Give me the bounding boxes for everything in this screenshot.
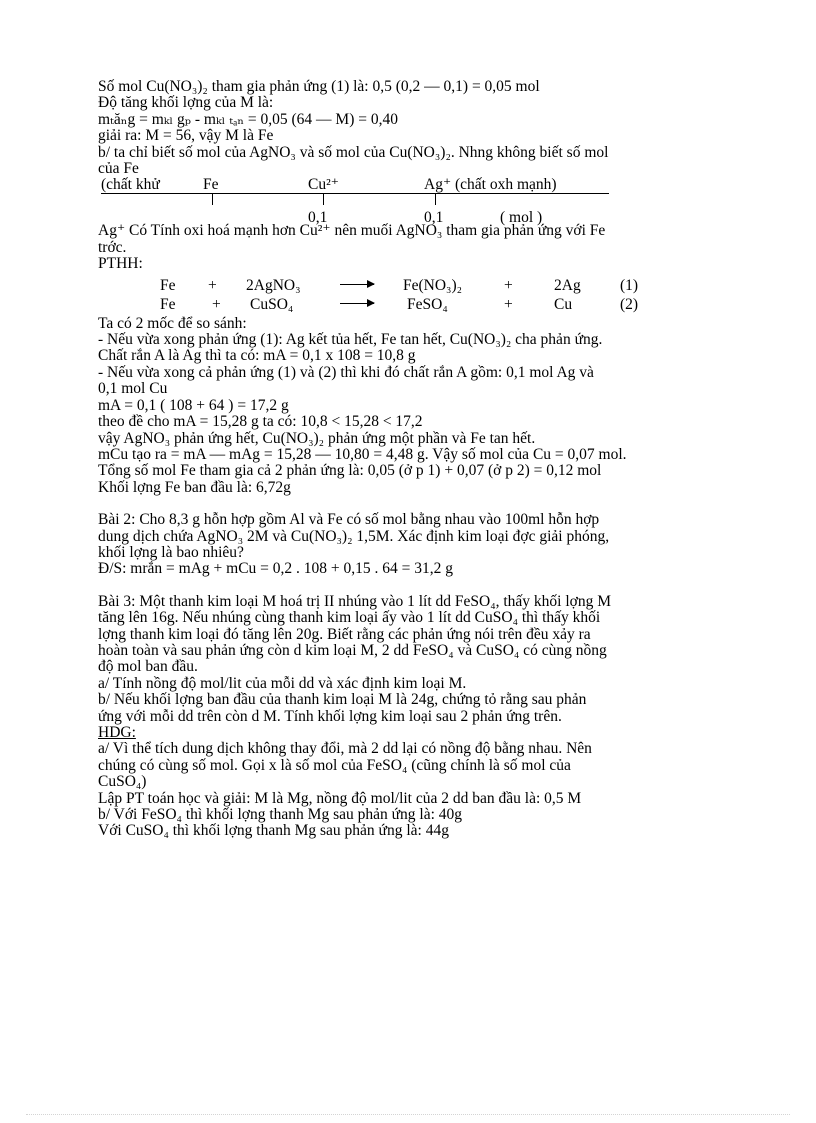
- page-footer-rule: [26, 1114, 790, 1115]
- text-line: Bài 2: Cho 8,3 g hỗn hợp gồm Al và Fe có số mol bằng nhau vào 100ml hỗn hợp: [98, 511, 600, 529]
- hdg-heading: HDG:: [98, 724, 136, 741]
- text-line: Tổng số mol Fe tham gia cả 2 phản ứng là: 0,05 (ở p 1) + 0,07 (ở p 2) = 0,12 mol: [98, 462, 602, 480]
- text-line: mₜăₙg = mₖₗ gₚ - mₖₗ ₜₐₙ = 0,05 (64 — M) = 0,40: [98, 110, 398, 128]
- text-line: trớc.: [98, 238, 127, 256]
- reaction-index: (1): [620, 276, 639, 294]
- reaction-row: [98, 278, 748, 297]
- text-line: mA = 0,1 ( 108 + 64 ) = 17,2 g: [98, 396, 289, 414]
- reaction-row: [98, 297, 748, 316]
- text-line: b/ ta chỉ biết số mol của AgNO₃ và số mol của Cu(NO₃)₂. Nhng không biết số mol: [98, 143, 609, 161]
- product-a: Fe(NO₃)₂: [403, 276, 463, 294]
- reaction-arrow: [340, 276, 374, 292]
- reactant-b: CuSO₄: [250, 295, 294, 313]
- section-part1: [98, 79, 748, 177]
- text-line: tăng lên 16g. Nếu nhúng cùng thanh kim loại ấy vào 1 lít dd CuSO₄ thì thấy khối: [98, 609, 601, 627]
- reactant-a: Fe: [160, 295, 176, 313]
- text-line: vậy AgNO₃ phản ứng hết, Cu(NO₃)₂ phản ứng một phần và Fe tan hết.: [98, 429, 536, 447]
- reaction-index: (2): [620, 295, 639, 313]
- ag-ion-label: Ag⁺ (chất oxh mạnh): [424, 176, 557, 194]
- problem-3: [98, 594, 748, 840]
- text-line: 0,1 mol Cu: [98, 380, 168, 398]
- reducer-label: (chất khử: [101, 176, 160, 194]
- text-line: Đ/S: mrắn = mAg + mCu = 0,2 . 108 + 0,15 . 64 = 31,2 g: [98, 560, 454, 578]
- section-part2: [98, 223, 748, 272]
- text-line: PTHH:: [98, 255, 143, 273]
- mol-ag: 0,1: [424, 209, 444, 227]
- text-line: hoàn toàn và sau phản ứng còn d kim loại M, 2 dd FeSO₄ và CuSO₄ có cùng nồng: [98, 641, 607, 659]
- problem-2: [98, 512, 748, 578]
- series-axis-line: [101, 193, 609, 194]
- plus-sign: +: [212, 295, 221, 313]
- text-line: - Nếu vừa xong cả phản ứng (1) và (2) thì khi đó chất rắn A gồm: 0,1 mol Ag và: [98, 363, 594, 381]
- text-line: chúng có cùng số mol. Gọi x là số mol của FeSO₄ (cũng chính là số mol của: [98, 756, 571, 774]
- text-line: b/ Với FeSO₄ thì khối lợng thanh Mg sau phản ứng là: 40g: [98, 806, 463, 824]
- reactant-b: 2AgNO₃: [246, 276, 301, 294]
- text-line: dung dịch chứa AgNO₃ 2M và Cu(NO₃)₂ 1,5M. Xác định kim loại đợc giải phóng,: [98, 527, 610, 545]
- text-line: lợng thanh kim loại đó tăng lên 20g. Biết rằng các phản ứng nói trên đều xảy ra: [98, 625, 591, 643]
- tick-fe: [212, 193, 213, 205]
- text-line: a/ Vì thể tích dung dịch không thay đổi, mà 2 dd lại có nồng độ bằng nhau. Nên: [98, 740, 592, 758]
- fe-label: Fe: [203, 176, 219, 194]
- text-line: Khối lợng Fe ban đầu là: 6,72g: [98, 478, 291, 496]
- text-line: CuSO₄): [98, 773, 147, 791]
- reactant-a: Fe: [160, 276, 176, 294]
- reaction-arrow: [340, 295, 374, 311]
- text-line: độ mol ban đầu.: [98, 658, 198, 676]
- text-line: Ag⁺ Có Tính oxi hoá mạnh hơn Cu²⁺ nên muối AgNO₃ tham gia phản ứng với Fe: [98, 222, 606, 240]
- document-body: [98, 79, 748, 840]
- product-a: FeSO₄: [407, 295, 448, 313]
- redox-series-diagram: [98, 176, 748, 227]
- text-line: Chất rắn A là Ag thì ta có: mA = 0,1 x 108 = 10,8 g: [98, 347, 416, 365]
- text-line: Lập PT toán học và giải: M là Mg, nồng độ mol/lit của 2 dd ban đầu là: 0,5 M: [98, 789, 582, 807]
- tick-cu: [323, 193, 324, 205]
- text-line: - Nếu vừa xong phản ứng (1): Ag kết tủa hết, Fe tan hết, Cu(NO₃)₂ cha phản ứng.: [98, 331, 603, 349]
- text-line: b/ Nếu khối lợng ban đầu của thanh kim loại M là 24g, chứng tỏ rằng sau phản: [98, 691, 587, 709]
- text-line: giải ra: M = 56, vậy M là Fe: [98, 127, 274, 145]
- section-part3: [98, 316, 748, 496]
- plus-sign: +: [504, 295, 513, 313]
- text-line: Với CuSO₄ thì khối lợng thanh Mg sau phản ứng là: 44g: [98, 822, 449, 840]
- tick-ag: [435, 193, 436, 205]
- text-line: theo đề cho mA = 15,28 g ta có: 10,8 < 15,28 < 17,2: [98, 413, 423, 431]
- product-b: 2Ag: [554, 276, 581, 294]
- mol-cu: 0,1: [308, 209, 328, 227]
- text-line: Độ tăng khối lợng của M là:: [98, 94, 274, 112]
- cu-ion-label: Cu²⁺: [308, 176, 339, 194]
- text-line: Ta có 2 mốc để so sánh:: [98, 314, 247, 332]
- text-line: a/ Tính nồng độ mol/lit của mỗi dd và xác định kim loại M.: [98, 674, 467, 692]
- text-line: Bài 3: Một thanh kim loại M hoá trị II nhúng vào 1 lít dd FeSO₄, thấy khối lợng M: [98, 592, 612, 610]
- text-line: khối lợng là bao nhiêu?: [98, 543, 244, 561]
- plus-sign: +: [504, 276, 513, 294]
- plus-sign: +: [208, 276, 217, 294]
- product-b: Cu: [554, 295, 573, 313]
- mol-unit: ( mol ): [500, 209, 543, 227]
- text-line: của Fe: [98, 160, 139, 178]
- text-line: mCu tạo ra = mA — mAg = 15,28 — 10,80 = 4,48 g. Vậy số mol của Cu = 0,07 mol.: [98, 445, 627, 463]
- text-line: ứng với mỗi dd trên còn d M. Tính khối lợng kim loại sau 2 phản ứng trên.: [98, 707, 562, 725]
- text-line: Số mol Cu(NO₃)₂ tham gia phản ứng (1) là: 0,5 (0,2 — 0,1) = 0,05 mol: [98, 78, 540, 95]
